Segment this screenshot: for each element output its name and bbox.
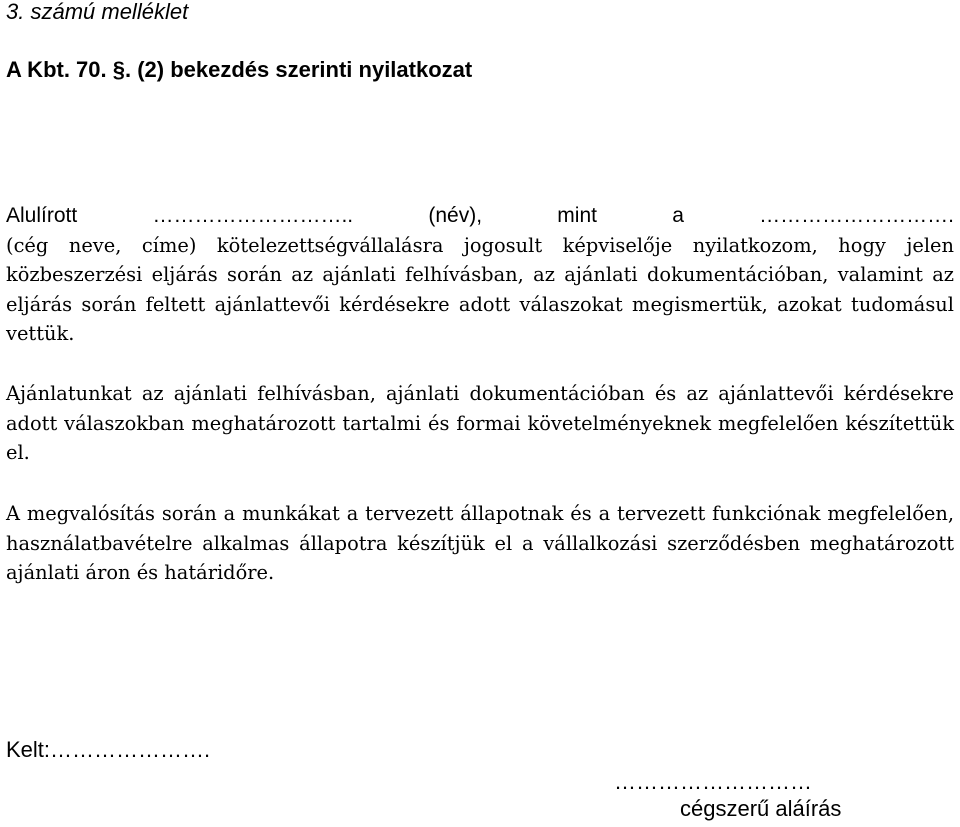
annex-label: 3. számú melléklet (6, 0, 189, 24)
document-title: A Kbt. 70. §. (2) bekezdés szerinti nyilatkozat (6, 57, 473, 82)
declaration-lead-line: Alulírott ……………………….. (név), mint a ………………………. (6, 204, 954, 227)
execution-paragraph: A megvalósítás során a munkákat a tervezett állapotnak és a tervezett funkciónak megfelelően, használatbavételre alkalmas állapotra készítjük el a vállalkozási szerződésben meghatározott ajánlati áron és határidőre. (6, 502, 954, 584)
date-line: Kelt:…………………. (6, 737, 211, 762)
signature-line: ……………………… (614, 769, 812, 794)
declaration-paragraph (6, 201, 954, 349)
signature-label: cégszerű aláírás (680, 796, 842, 821)
offer-paragraph: Ajánlatunkat az ajánlati felhívásban, ajánlati dokumentációban és az ajánlattevői kérdésekre adott válaszokban meghatározott tartalmi és formai követelményeknek megfelelően készítettük el. (6, 382, 954, 464)
declaration-body: (cég neve, címe) kötelezettségvállalásra jogosult képviselője nyilatkozom, hogy jelen közbeszerzési eljárás során az ajánlati felhívásban, az ajánlati dokumentációban, valamint az eljárás során feltett ajánlattevői kérdésekre adott válaszokat megismertük, azokat tudomásul vettük. (6, 233, 954, 345)
